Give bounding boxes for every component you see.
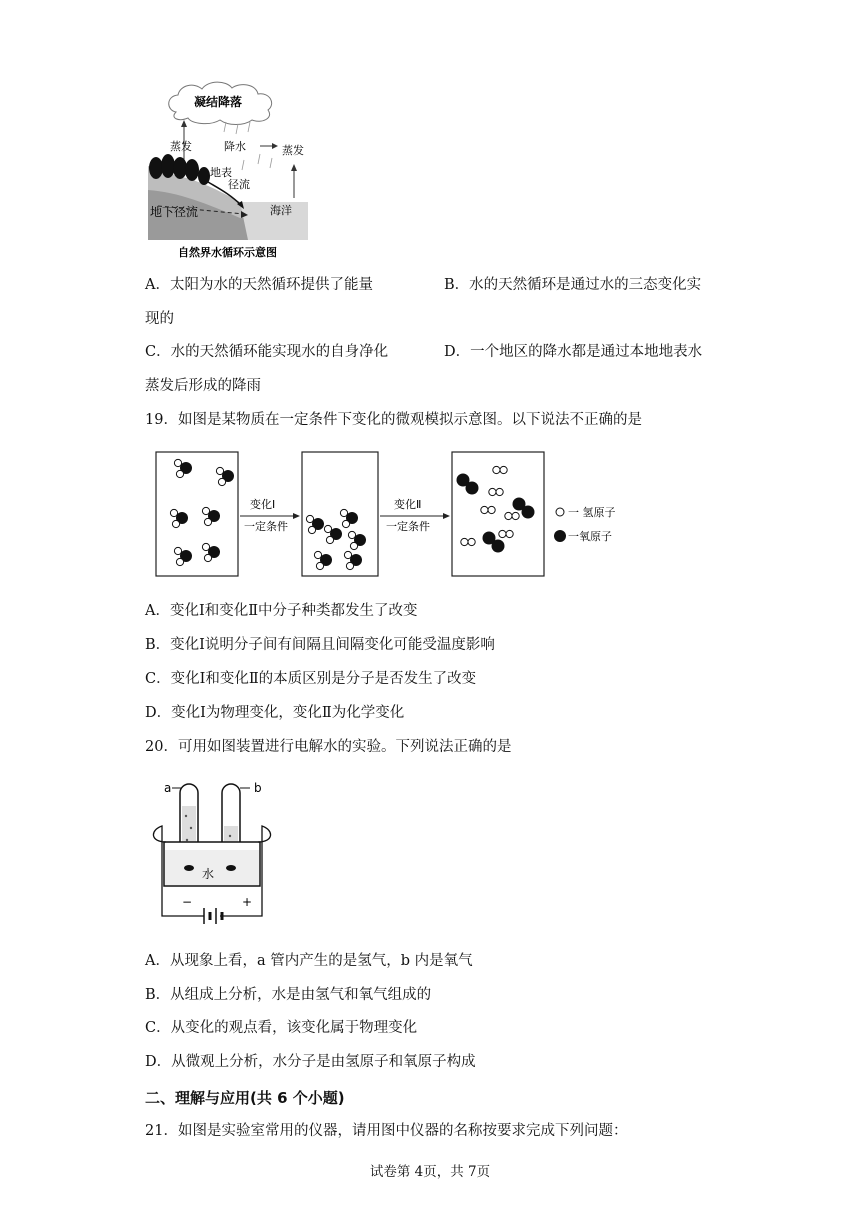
q20-option-b: B．从组成上分析，水是由氢气和氧气组成的 [145,987,432,1003]
tube-b-label: b [254,781,262,795]
q18-option-b-cont: 现的 [145,311,174,327]
arrow2-bottom-label: 一定条件 [386,520,430,533]
q20-option-d: D．从微观上分析，水分子是由氢原子和氧原子构成 [145,1054,476,1070]
figure-caption: 自然界水循环示意图 [178,246,277,259]
arrow1-top-label: 变化Ⅰ [250,498,276,511]
page-footer: 试卷第 4页，共 7页 [369,1164,491,1180]
ocean-label: 海洋 [270,204,292,217]
q19-option-b: B．变化Ⅰ说明分子间有间隔且间隔变化可能受温度影响 [145,637,495,653]
q18-option-c: C．水的天然循环能实现水的自身净化 [145,344,389,360]
cloud-label: 凝结降落 [194,95,243,109]
tube-a-label: a [164,781,172,795]
q19-option-a: A．变化Ⅰ和变化Ⅱ中分子种类都发生了改变 [145,603,418,619]
water-label: 水 [202,867,215,881]
q19-option-d: D．变化Ⅰ为物理变化，变化Ⅱ为化学变化 [145,705,405,721]
q18-option-d-cont: 蒸发后形成的降雨 [145,378,261,394]
q20-option-c: C．从变化的观点看，该变化属于物理变化 [145,1020,418,1036]
q19-option-c: C．变化Ⅰ和变化Ⅱ的本质区别是分子是否发生了改变 [145,671,477,687]
minus-sign: − [182,895,193,909]
evap-right-label: 蒸发 [282,144,304,157]
legend-oxygen: 一氧原子 [568,530,612,543]
surface-runoff-label-1: 地表 [210,166,232,179]
evap-left-label: 蒸发 [170,140,192,153]
q18-option-d: D．一个地区的降水都是通过本地地表水 [444,344,703,360]
q18-option-b: B．水的天然循环是通过水的三态变化实 [444,277,702,293]
arrow1-bottom-label: 一定条件 [244,520,288,533]
section-title: 二、理解与应用(共 6 个小题) [145,1089,345,1107]
q18-option-a: A．太阳为水的天然循环提供了能量 [145,277,373,293]
arrow2-top-label: 变化Ⅱ [394,498,422,511]
q20-stem: 20．可用如图装置进行电解水的实验。下列说法正确的是 [145,739,512,755]
q19-stem: 19．如图是某物质在一定条件下变化的微观模拟示意图。以下说法不正确的是 [145,412,642,428]
q20-option-a: A．从现象上看，a 管内产生的是氢气，b 内是氧气 [145,953,473,969]
electrolysis-figure [146,776,278,924]
q21-stem: 21．如图是实验室常用的仪器，请用图中仪器的名称按要求完成下列问题： [145,1123,628,1139]
legend-hydrogen: 一 氢原子 [568,506,616,519]
surface-runoff-label-2: 径流 [228,178,250,191]
rain-label: 降水 [224,140,246,153]
underground-runoff-label: 地下径流 [150,205,199,219]
water-cycle-figure [148,80,308,264]
molecule-figure [150,448,630,580]
plus-sign: + [242,895,253,909]
